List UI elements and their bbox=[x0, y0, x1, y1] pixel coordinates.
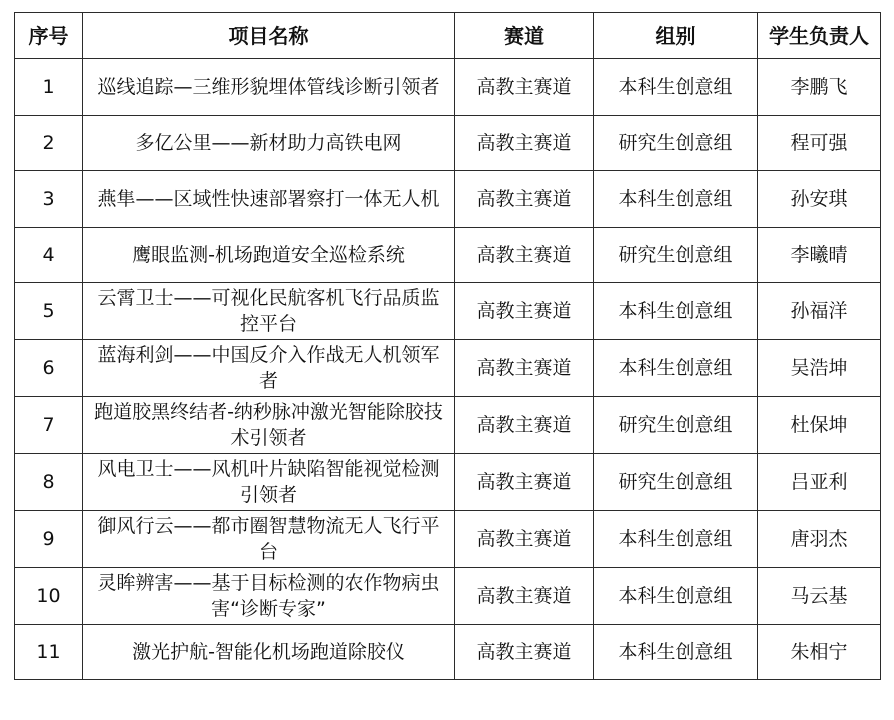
cell-no: 1 bbox=[15, 59, 83, 116]
cell-group: 研究生创意组 bbox=[594, 116, 758, 171]
cell-name: 巡线追踪—三维形貌埋体管线诊断引领者 bbox=[83, 59, 455, 116]
cell-name: 御风行云——都市圈智慧物流无人飞行平台 bbox=[83, 511, 455, 568]
cell-leader: 程可强 bbox=[758, 116, 881, 171]
cell-leader: 孙福洋 bbox=[758, 283, 881, 340]
header-track: 赛道 bbox=[455, 13, 594, 59]
cell-no: 3 bbox=[15, 171, 83, 228]
cell-no: 11 bbox=[15, 625, 83, 680]
cell-track: 高教主赛道 bbox=[455, 59, 594, 116]
cell-leader: 吕亚利 bbox=[758, 454, 881, 511]
cell-name: 风电卫士——风机叶片缺陷智能视觉检测引领者 bbox=[83, 454, 455, 511]
cell-no: 4 bbox=[15, 228, 83, 283]
cell-leader: 吴浩坤 bbox=[758, 340, 881, 397]
cell-no: 8 bbox=[15, 454, 83, 511]
header-group: 组别 bbox=[594, 13, 758, 59]
cell-track: 高教主赛道 bbox=[455, 454, 594, 511]
table-row bbox=[15, 625, 881, 680]
cell-no: 10 bbox=[15, 568, 83, 625]
header-no: 序号 bbox=[15, 13, 83, 59]
cell-no: 9 bbox=[15, 511, 83, 568]
cell-leader: 马云基 bbox=[758, 568, 881, 625]
project-table-container bbox=[14, 12, 880, 680]
cell-leader: 朱相宁 bbox=[758, 625, 881, 680]
cell-no: 7 bbox=[15, 397, 83, 454]
cell-group: 本科生创意组 bbox=[594, 511, 758, 568]
table-row bbox=[15, 283, 881, 340]
table-row bbox=[15, 228, 881, 283]
table-row bbox=[15, 511, 881, 568]
cell-group: 研究生创意组 bbox=[594, 454, 758, 511]
cell-track: 高教主赛道 bbox=[455, 511, 594, 568]
cell-track: 高教主赛道 bbox=[455, 283, 594, 340]
table-row bbox=[15, 568, 881, 625]
cell-track: 高教主赛道 bbox=[455, 340, 594, 397]
cell-group: 本科生创意组 bbox=[594, 340, 758, 397]
cell-name: 云霄卫士——可视化民航客机飞行品质监控平台 bbox=[83, 283, 455, 340]
cell-group: 本科生创意组 bbox=[594, 171, 758, 228]
header-leader: 学生负责人 bbox=[758, 13, 881, 59]
cell-name: 跑道胶黑终结者-纳秒脉冲激光智能除胶技术引领者 bbox=[83, 397, 455, 454]
cell-name: 鹰眼监测-机场跑道安全巡检系统 bbox=[83, 228, 455, 283]
table-row bbox=[15, 397, 881, 454]
cell-track: 高教主赛道 bbox=[455, 116, 594, 171]
cell-track: 高教主赛道 bbox=[455, 397, 594, 454]
cell-name: 激光护航-智能化机场跑道除胶仪 bbox=[83, 625, 455, 680]
cell-group: 研究生创意组 bbox=[594, 397, 758, 454]
cell-track: 高教主赛道 bbox=[455, 171, 594, 228]
cell-name: 燕隼——区域性快速部署察打一体无人机 bbox=[83, 171, 455, 228]
cell-no: 2 bbox=[15, 116, 83, 171]
cell-track: 高教主赛道 bbox=[455, 228, 594, 283]
cell-name: 多亿公里——新材助力高铁电网 bbox=[83, 116, 455, 171]
cell-no: 5 bbox=[15, 283, 83, 340]
table-row bbox=[15, 116, 881, 171]
cell-leader: 杜保坤 bbox=[758, 397, 881, 454]
cell-name: 灵眸辨害——基于目标检测的农作物病虫害“诊断专家” bbox=[83, 568, 455, 625]
table-row bbox=[15, 454, 881, 511]
header-name: 项目名称 bbox=[83, 13, 455, 59]
cell-leader: 唐羽杰 bbox=[758, 511, 881, 568]
cell-group: 本科生创意组 bbox=[594, 283, 758, 340]
cell-name: 蓝海利剑——中国反介入作战无人机领军者 bbox=[83, 340, 455, 397]
cell-group: 研究生创意组 bbox=[594, 228, 758, 283]
table-row bbox=[15, 59, 881, 116]
table-row bbox=[15, 171, 881, 228]
cell-no: 6 bbox=[15, 340, 83, 397]
cell-track: 高教主赛道 bbox=[455, 568, 594, 625]
cell-group: 本科生创意组 bbox=[594, 568, 758, 625]
cell-leader: 李曦晴 bbox=[758, 228, 881, 283]
cell-leader: 孙安琪 bbox=[758, 171, 881, 228]
table-header-row bbox=[15, 13, 881, 59]
project-table bbox=[14, 12, 881, 680]
cell-track: 高教主赛道 bbox=[455, 625, 594, 680]
cell-leader: 李鹏飞 bbox=[758, 59, 881, 116]
table-row bbox=[15, 340, 881, 397]
cell-group: 本科生创意组 bbox=[594, 625, 758, 680]
cell-group: 本科生创意组 bbox=[594, 59, 758, 116]
